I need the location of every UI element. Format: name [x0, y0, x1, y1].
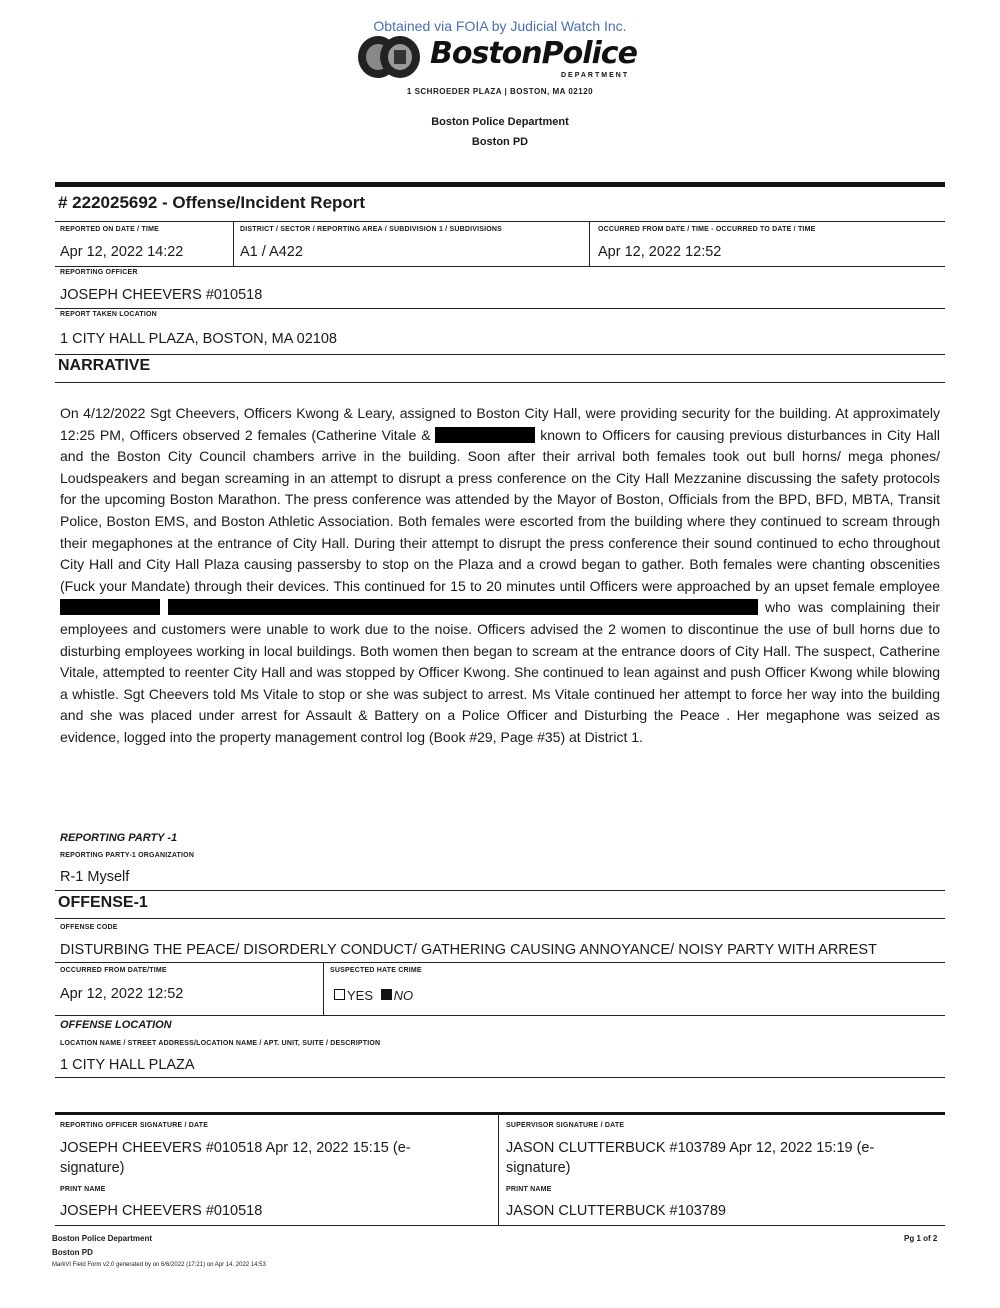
- redaction-block: [60, 599, 160, 615]
- offense-location-label: LOCATION NAME / STREET ADDRESS/LOCATION NAME / APT. UNIT, SUITE / DESCRIPTION: [60, 1040, 381, 1047]
- supervisor-signature-line-1: JASON CLUTTERBUCK #103789 Apr 12, 2022 15:19 (e-: [506, 1140, 875, 1156]
- reported-on-label: REPORTED ON DATE / TIME: [60, 226, 159, 233]
- offense-code-label: OFFENSE CODE: [60, 924, 118, 931]
- no-checkbox: [381, 989, 392, 1000]
- rule: [55, 221, 945, 222]
- rule: [55, 962, 945, 963]
- hate-crime-options: [334, 988, 413, 1003]
- police-seal-icon: [356, 32, 422, 82]
- rule: [55, 382, 945, 383]
- occurred-value: Apr 12, 2022 12:52: [598, 244, 722, 260]
- narrative-text: who was complaining their employees and customers were unable to work due to the noise. Officers advised the 2 women to discontinue the use of bull horns due to disturbing employees working in local buildings. Both women then began to scream at the entrance doors of City Hall. The suspect, Catherine Vitale, attempted to reenter City Hall and was stopped by Officer Kwong. She continued to lean against and push Officer Kwong while blowing a whistle. Sgt Cheevers told Ms Vitale to stop or she was subject to arrest. Ms Vitale continued her attempt to force her way into the building and she was placed under arrest for Assault & Battery on a Police Officer and Disturbing the Peace . Her megaphone was seized as evidence, logged into the property management control log (Book #29, Page #35) at District 1.: [60, 599, 941, 745]
- rule: [55, 1225, 945, 1226]
- narrative-text: known to Officers for causing previous disturbances in City Hall and the Boston City Council chambers arrive in the building. Soon after their arrival both females took out bull horns/ mega phones/ Loudspeakers and began screaming in an attempt to disrupt a press conference on the City Hall Mezzanine discussing the safety protocols for the upcoming Boston Marathon. The press conference was attended by the Mayor of Boston, Officials from the BPD, BFD, MBTA, Transit Police, Boston EMS, and Boston Athletic Association. Both females were escorted from the building where they continued to scream through their megaphones at the entrance of City Hall. During their attempt to disrupt the press conference their sound continued to echo throughout City Hall and City Hall Plaza causing passersby to stop on the Plaza and a crowd began to gather. Both females were chanting obscenities (Fuck your Mandate) through their devices. This continued for 15 to 20 minutes until Officers were approached by an upset female employee: [60, 426, 941, 594]
- offense-occurred-value: Apr 12, 2022 12:52: [60, 986, 184, 1002]
- supervisor-signature-line-2: signature): [506, 1160, 571, 1176]
- reporting-party-value: R-1 Myself: [60, 869, 130, 885]
- report-location-label: REPORT TAKEN LOCATION: [60, 311, 157, 318]
- boston-police-logo: [356, 32, 646, 82]
- report-location-value: 1 CITY HALL PLAZA, BOSTON, MA 02108: [60, 331, 337, 347]
- reporting-party-org-label: REPORTING PARTY-1 ORGANIZATION: [60, 852, 195, 859]
- logo-wordmark: BostonPolice: [430, 36, 637, 71]
- agency-name: Boston Police Department: [431, 116, 569, 128]
- officer-signature-line-2: signature): [60, 1160, 125, 1176]
- rule: [55, 1015, 945, 1016]
- signature-rule: [55, 1112, 945, 1115]
- reported-on-value: Apr 12, 2022 14:22: [60, 244, 184, 260]
- footer-small-print: MarkVI Field Form v2.0 generated by on 6/6/2022 (17:21) on Apr 14, 2022 14:53: [52, 1262, 266, 1268]
- occurred-label: OCCURRED FROM DATE / TIME - OCCURRED TO DATE / TIME: [598, 226, 816, 233]
- narrative-body: [60, 403, 940, 749]
- supervisor-print-value: JASON CLUTTERBUCK #103789: [506, 1203, 726, 1219]
- divider: [233, 222, 234, 267]
- divider: [589, 222, 590, 267]
- offense-location-value: 1 CITY HALL PLAZA: [60, 1057, 195, 1073]
- reporting-officer-value: JOSEPH CHEEVERS #010518: [60, 287, 263, 303]
- reporting-party-heading: REPORTING PARTY -1: [60, 832, 178, 844]
- rule: [55, 354, 945, 355]
- logo-subtitle: DEPARTMENT: [561, 72, 630, 79]
- agency-short-name: Boston PD: [471, 136, 529, 148]
- yes-label: YES: [347, 988, 374, 1003]
- hate-crime-label: SUSPECTED HATE CRIME: [330, 967, 422, 974]
- rule: [55, 266, 945, 267]
- officer-signature-label: REPORTING OFFICER SIGNATURE / DATE: [60, 1122, 209, 1129]
- offense-code-value: DISTURBING THE PEACE/ DISORDERLY CONDUCT/ GATHERING CAUSING ANNOYANCE/ NOISY PARTY WITH ARREST: [60, 942, 877, 958]
- reporting-officer-label: REPORTING OFFICER: [60, 269, 138, 276]
- rule: [55, 308, 945, 309]
- officer-signature-line-1: JOSEPH CHEEVERS #010518 Apr 12, 2022 15:15 (e-: [60, 1140, 411, 1156]
- report-title: # 222025692 - Offense/Incident Report: [58, 193, 366, 212]
- rule: [55, 918, 945, 919]
- page-number: Pg 1 of 2: [904, 1234, 938, 1243]
- footer-short: Boston PD: [52, 1248, 93, 1257]
- redaction-block: [168, 599, 758, 615]
- foia-watermark: Obtained via FOIA by Judicial Watch Inc.: [373, 18, 627, 34]
- divider: [323, 963, 324, 1016]
- agency-address: 1 SCHROEDER PLAZA | BOSTON, MA 02120: [406, 87, 594, 96]
- offense-occurred-label: OCCURRED FROM DATE/TIME: [60, 967, 167, 974]
- no-label: NO: [393, 988, 414, 1003]
- district-value: A1 / A422: [240, 244, 303, 260]
- redaction-block: [435, 427, 535, 443]
- officer-print-label: PRINT NAME: [60, 1186, 106, 1193]
- yes-checkbox: [334, 989, 345, 1000]
- supervisor-signature-label: SUPERVISOR SIGNATURE / DATE: [506, 1122, 625, 1129]
- narrative-heading: NARRATIVE: [58, 357, 151, 374]
- offense-location-heading: OFFENSE LOCATION: [60, 1019, 172, 1031]
- narrative-text: On 4/12/2022 Sgt Cheevers, Officers Kwong & Leary, assigned to Boston City Hall, were providing security for the building. At approximately 12:25 PM, Officers observed 2 females (Catherine Vitale &: [60, 405, 940, 443]
- officer-print-value: JOSEPH CHEEVERS #010518: [60, 1203, 263, 1219]
- supervisor-print-label: PRINT NAME: [506, 1186, 552, 1193]
- offense-heading: OFFENSE-1: [58, 894, 148, 911]
- top-rule: [55, 182, 945, 187]
- divider: [498, 1115, 499, 1225]
- footer-dept: Boston Police Department: [52, 1234, 153, 1243]
- district-label: DISTRICT / SECTOR / REPORTING AREA / SUBDIVISION 1 / SUBDIVISIONS: [240, 226, 503, 233]
- rule: [55, 1077, 945, 1078]
- rule: [55, 890, 945, 891]
